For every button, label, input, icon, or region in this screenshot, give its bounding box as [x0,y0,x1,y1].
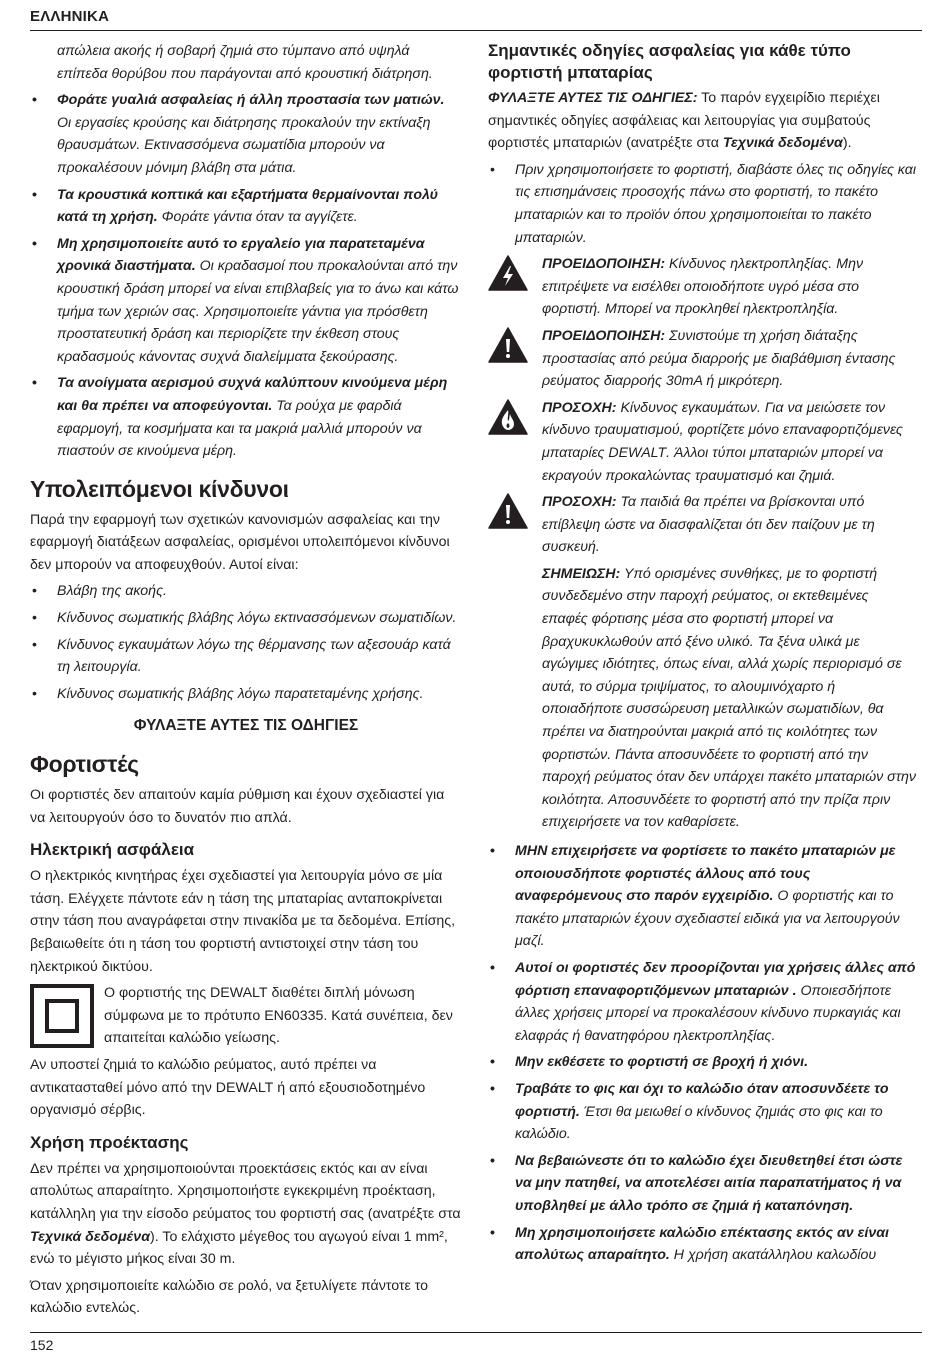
page-number: 152 [30,1337,54,1353]
caution-burn: ΠΡΟΣΟΧΗ: Κίνδυνος εγκαυμάτων. Για να μειώσετε τον κίνδυνο τραυματισμού, φορτίζετε μόνο επαναφορτιζόμενες μπαταρίες DEWALT. Άλλοι τύποι μπαταριών μπορεί να εκραγούν προκαλώντας τραυματισμό και ζημιά. [488,397,916,487]
list-item: • Μη χρησιμοποιήσετε καλώδιο επέκτασης εκτός αν είναι απολύτως απαραίτητο. Η χρήση ακατάλληλου καλωδίου [488,1222,916,1267]
save-instructions-heading: ΦΥΛΑΞΤΕ ΑΥΤΕΣ ΤΙΣ ΟΔΗΓΙΕΣ [133,717,359,735]
list-item: • Βλάβη της ακοής. [30,580,462,603]
double-insulation-icon [30,984,94,1048]
list-item: • Μη χρησιμοποιείτε αυτό το εργαλείο για παρατεταμένα χρονικά διαστήματα. Οι κραδασμοί που προκαλούνται από την κρουστική δράση μπορεί να είναι επιβλαβείς για το άνω και κάτω τμήμα των χεριών σας. Χρησιμοποιείτε γάντια για πρόσθετη προστατευτική δράση και περιορίζετε την έκθεση στους κραδασμούς κάνοντας συχνά διαλείμματα ξεκούρασης. [30,233,462,369]
list-item: • Φοράτε γυαλιά ασφαλείας ή άλλη προστασία των ματιών. Οι εργασίες κρούσης και διάτρησης προκαλούν την εκτίναξη θραυσμάτων. Εκτινασσόμενα σωματίδια μπορούν να προκαλέσουν μόνιμη βλάβη στα μάτια. [30,89,462,179]
extension-cord-p2: Όταν χρησιμοποιείτε καλώδιο σε ρολό, να ξετυλίγετε πάντοτε το καλώδιο εντελώς. [30,1277,429,1317]
list-item: • Αυτοί οι φορτιστές δεν προορίζονται για χρήσεις άλλες από φόρτιση επαναφορτιζόμενων μπαταριών . Οποιεσδήποτε άλλες χρήσεις μπορεί να προκαλέσουν κίνδυνο πυρκαγιάς και ελαφράς ή θανατηφόρου ηλεκτροπληξίας. [488,957,916,1047]
list-item: • Πριν χρησιμοποιήσετε το φορτιστή, διαβάστε όλες τις οδηγίες και τις επισημάνσεις προσοχής πάνω στο φορτιστή, το πακέτο μπαταριών και το προϊόν όπου χρησιμοποιείται το πακέτο μπαταριών. [488,159,916,249]
warning-electric-shock: ΠΡΟΕΙΔΟΠΟΙΗΣΗ: Κίνδυνος ηλεκτροπληξίας. Μην επιτρέψετε να εισέλθει οποιοδήποτε υγρό μέσα στο φορτιστή. Μπορεί να προκληθεί ηλεκτροπληξία. [488,253,916,321]
list-item: • Κίνδυνος σωματικής βλάβης λόγω παρατεταμένης χρήσης. [30,683,462,706]
warning-rcd: ΠΡΟΕΙΔΟΠΟΙΗΣΗ: Συνιστούμε τη χρήση διάταξης προστασίας από ρεύμα διαρροής με διαβάθμιση έντασης ρεύματος διαρροής 30mA ή μικρότερη. [488,325,916,393]
list-item: • Τραβάτε το φις και όχι το καλώδιο όταν αποσυνδέετε το φορτιστή. Έτσι θα μειωθεί ο κίνδυνος ζημιάς στο φις και το καλώδιο. [488,1078,916,1146]
exclamation-caution-icon [488,493,528,529]
safety-bullet-list [30,89,462,463]
charger-safety-bullets [488,840,916,1267]
intro-continuation: απώλεια ακοής ή σοβαρή ζημιά στο τύμπανο από υψηλά επίπεδα θορύβου που παράγονται από κρουστική διάτρηση. [57,43,433,82]
before-use-list [488,159,916,249]
list-item: • Τα κρουστικά κοπτικά και εξαρτήματα θερμαίνονται πολύ κατά τη χρήση. Φοράτε γάντια όταν τα αγγίζετε. [30,184,462,229]
chargers-heading: Φορτιστές [30,751,139,778]
electric-shock-warning-icon [488,255,528,291]
list-item: • Να βεβαιώνεστε ότι το καλώδιο έχει διευθετηθεί έτσι ώστε να μην πατηθεί, να αποτελέσει αιτία παραπατήματος ή να υποβληθεί με άλλο τρόπο σε ζημιά ή καταπόνηση. [488,1150,916,1218]
residual-risks-heading: Υπολειπόμενοι κίνδυνοι [30,475,289,502]
extension-cord-heading: Χρήση προέκτασης [30,1132,189,1152]
electrical-safety-p1: Ο ηλεκτρικός κινητήρας έχει σχεδιαστεί για λειτουργία μόνο σε μία τάση. Ελέγχετε πάντοτε εάν η τάση της μπαταρίας ανταποκρίνεται στην τάση που αναγράφεται στην πινακίδα με τα δεδομένα. Επίσης, βεβαιωθείτε ότι η τάση του φορτιστή αντιστοιχεί στην τάση του ηλεκτρικού δικτύου. [30,868,456,975]
charger-safety-intro: ΦΥΛΑΞΤΕ ΑΥΤΕΣ ΤΙΣ ΟΔΗΓΙΕΣ: Το παρόν εγχειρίδιο περιέχει σημαντικές οδηγίες ασφάλειας και λειτουργίας για συμβατούς φορτιστές μπαταριών (ανατρέξτε στα Τεχνικά δεδομένα). [488,90,880,152]
chargers-intro: Οι φορτιστές δεν απαιτούν καμία ρύθμιση και έχουν σχεδιαστεί για να λειτουργούν όσο το δυνατόν πιο απλά. [30,787,445,826]
footer-rule [30,1332,922,1333]
left-column [30,40,462,1324]
electrical-safety-heading: Ηλεκτρική ασφάλεια [30,840,195,860]
right-column [488,40,916,1271]
cord-replacement-text: Αν υποστεί ζημιά το καλώδιο ρεύματος, αυτό πρέπει να αντικατασταθεί μόνο από την DEWALT ή από εξουσιοδοτημένο οργανισμό σέρβις. [30,1056,426,1119]
note-block: ΣΗΜΕΙΩΣΗ: Υπό ορισμένες συνθήκες, με το φορτιστή συνδεδεμένο στην παροχή ρεύματος, οι εκτεθειμένες επαφές φόρτισης μέσα στο φορτιστή μπορεί να βραχυκυκλωθούν από ξένο υλικό. Τα ξένα υλικά με αγώγιμες ιδιότητες, όπως είναι, αλλά χωρίς περιορισμό σε αυτά, το σύρμα τριψίματος, το αλουμινόχαρτο ή οποιαδήποτε συσσώρευση μεταλλικών σωματιδίων, θα πρέπει να διατηρούνται μακριά από τις κοιλότητες των φορτιστών. Πάντα αποσυνδέετε το φορτιστή από την παροχή ρεύματος όταν δεν υπάρχει πακέτο μπαταριών στην κοιλότητα. Αποσυνδέετε το φορτιστή από την πρίζα πριν επιχειρήσετε να τον καθαρίσετε. [542,565,917,831]
residual-risks-list [30,580,462,705]
list-item: • Μην εκθέσετε το φορτιστή σε βροχή ή χιόνι. [488,1051,916,1074]
language-header: ΕΛΛΗΝΙΚΑ [30,8,110,25]
charger-safety-heading: Σημαντικές οδηγίες ασφαλείας για κάθε τύπο φορτιστή μπαταρίας [488,41,851,82]
list-item: • ΜΗΝ επιχειρήσετε να φορτίσετε το πακέτο μπαταριών με οποιουσδήποτε φορτιστές άλλους από τους αναφερόμενους στο παρόν εγχειρίδιο. Ο φορτιστής και το πακέτο μπαταριών έχουν σχεδιαστεί ειδικά για να λειτουργούν μαζί. [488,840,916,953]
list-item: • Κίνδυνος σωματικής βλάβης λόγω εκτινασσόμενων σωματιδίων. [30,607,462,630]
residual-risks-intro: Παρά την εφαρμογή των σχετικών κανονισμών ασφαλείας και την εφαρμογή διατάξεων ασφαλείας, ορισμένοι υπολειπόμενοι κίνδυνοι δεν μπορούν να αποφευχθούν. Αυτοί είναι: [30,511,450,573]
list-item: • Κίνδυνος εγκαυμάτων λόγω της θέρμανσης των αξεσουάρ κατά τη λειτουργία. [30,634,462,679]
fire-warning-icon [488,399,528,435]
extension-cord-p1: Δεν πρέπει να χρησιμοποιούνται προεκτάσεις εκτός και αν είναι απολύτως απαραίτητο. Χρησιμοποιήστε εγκεκριμένη προέκταση, κατάλληλη για την είσοδο ρεύματος του φορτιστή σας (ανατρέξτε στα Τεχνικά δεδομένα). Το ελάχιστο μέγεθος του αγωγού είναι 1 mm², ενώ το μέγιστο μήκος είναι 30 m. [30,1160,461,1268]
double-insulation-block: Ο φορτιστής της DEWALT διαθέτει διπλή μόνωση σύμφωνα με το πρότυπο EN60335. Κατά συνέπεια, δεν απαιτείται καλώδιο γείωσης. [30,982,462,1050]
caution-children: ΠΡΟΣΟΧΗ: Τα παιδιά θα πρέπει να βρίσκονται υπό επίβλεψη ώστε να διασφαλίζεται ότι δεν παίζουν με τη συσκευή. [488,491,916,559]
header-rule [30,30,922,31]
list-item: • Τα ανοίγματα αερισμού συχνά καλύπτουν κινούμενα μέρη και θα πρέπει να αποφεύγονται. Τα ρούχα με φαρδιά εφαρμογή, τα κοσμήματα και τα μακριά μαλλιά μπορούν να πιαστούν σε κινούμενα μέρη. [30,372,462,462]
exclamation-warning-icon [488,327,528,363]
